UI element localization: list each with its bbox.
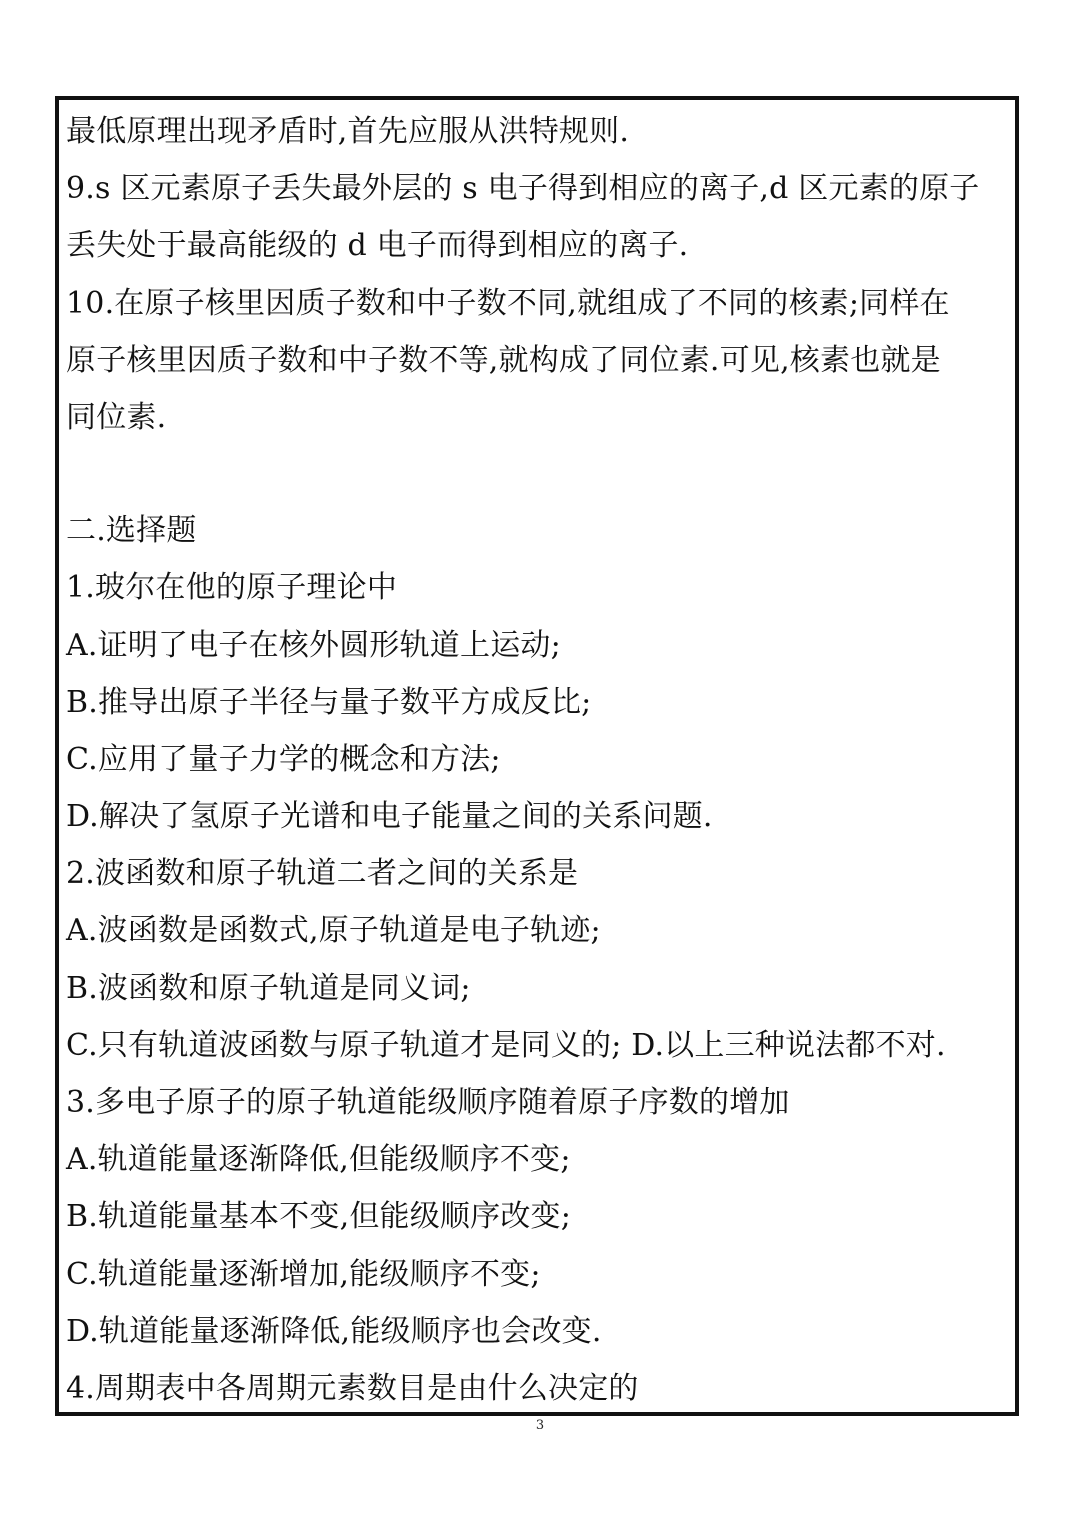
- answer-option: D.轨道能量逐渐降低,能级顺序也会改变.: [66, 1313, 602, 1349]
- text-line: 丢失处于最高能级的 d 电子而得到相应的离子.: [66, 228, 689, 264]
- text-line: 最低原理出现矛盾时,首先应服从洪特规则.: [66, 114, 630, 149]
- answer-option: B.轨道能量基本不变,但能级顺序改变;: [66, 1199, 572, 1235]
- blank-spacer: [66, 446, 1016, 502]
- answer-option: C.应用了量子力学的概念和方法;: [66, 741, 501, 777]
- text-line: 9.s 区元素原子丢失最外层的 s 电子得到相应的离子,d 区元素的原子: [66, 171, 980, 207]
- text-line: 10.在原子核里因质子数和中子数不同,就组成了不同的核素;同样在: [66, 285, 950, 321]
- answer-option: B.波函数和原子轨道是同义词;: [66, 970, 471, 1006]
- question-stem: 4.周期表中各周期元素数目是由什么决定的: [66, 1370, 639, 1406]
- answer-option: A.波函数是函数式,原子轨道是电子轨迹;: [66, 913, 601, 949]
- question-stem: 1.玻尔在他的原子理论中: [66, 570, 398, 606]
- answer-option: A.轨道能量逐渐降低,但能级顺序不变;: [66, 1142, 571, 1178]
- answer-option: C.只有轨道波函数与原子轨道才是同义的; D.以上三种说法都不对.: [66, 1027, 946, 1063]
- text-line: 原子核里因质子数和中子数不等,就构成了同位素.可见,核素也就是: [66, 342, 941, 378]
- answer-option: A.证明了电子在核外圆形轨道上运动;: [66, 627, 561, 663]
- answer-option: D.解决了氢原子光谱和电子能量之间的关系问题.: [66, 799, 713, 835]
- question-stem: 2.波函数和原子轨道二者之间的关系是: [66, 856, 579, 892]
- answer-option: C.轨道能量逐渐增加,能级顺序不变;: [66, 1256, 541, 1292]
- answer-option: B.推导出原子半径与量子数平方成反比;: [66, 684, 592, 720]
- page-content: [66, 103, 1016, 1417]
- text-line: 同位素.: [66, 399, 167, 435]
- page-number: 3: [535, 1418, 545, 1433]
- question-stem: 3.多电子原子的原子轨道能级顺序随着原子序数的增加: [66, 1085, 790, 1120]
- section-title: 二.选择题: [66, 513, 197, 549]
